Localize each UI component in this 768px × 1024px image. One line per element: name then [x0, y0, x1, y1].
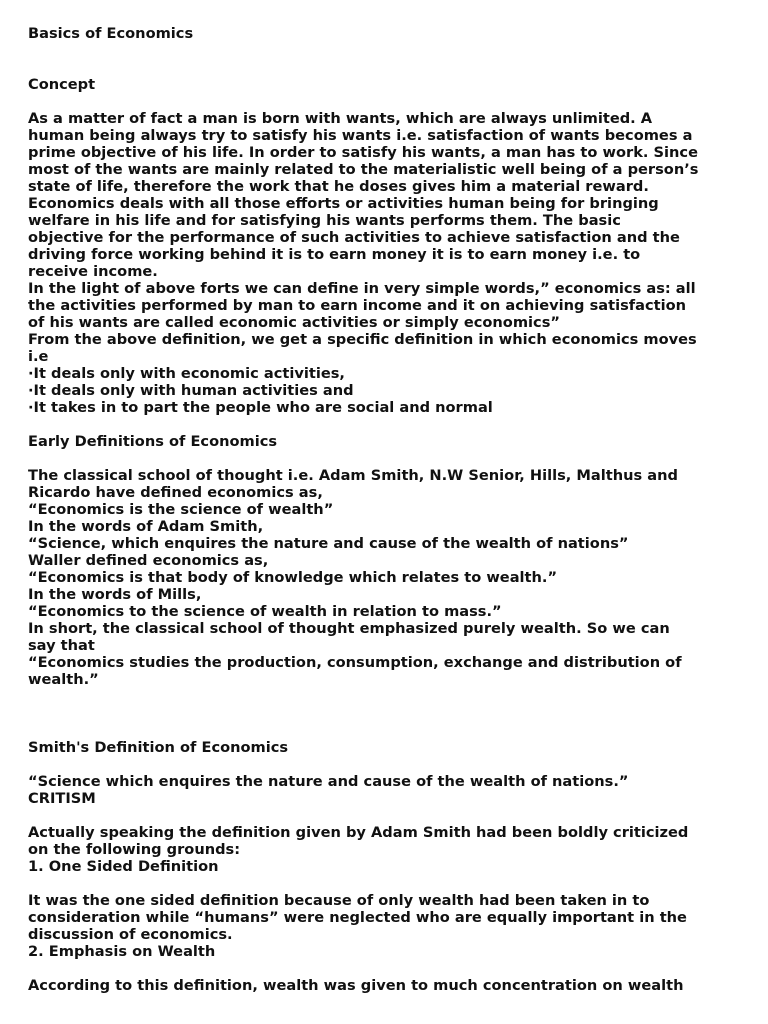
document-text-line: Early Definitions of Economics: [28, 433, 278, 450]
document-text-line: Basics of Economics: [28, 25, 194, 42]
document-text-line: ·It deals only with human activities and: [28, 382, 354, 399]
document-text-line: ·It deals only with economic activities,: [28, 365, 345, 382]
document-text-line: driving force working behind it is to earn money it is to earn money i.e. to: [28, 246, 641, 263]
document-text-line: It was the one sided definition because of only wealth had been taken in to: [28, 892, 650, 909]
blank-line: [28, 807, 744, 824]
document-text-line: Ricardo have defined economics as,: [28, 484, 323, 501]
blank-line: [28, 705, 744, 722]
document-text-line: prime objective of his life. In order to satisfy his wants, a man has to work. Since: [28, 144, 698, 161]
blank-line: [28, 42, 744, 59]
document-text-line: Economics deals with all those efforts or activities human being for bringing: [28, 195, 659, 212]
document-text-line: CRITISM: [28, 790, 96, 807]
document-text-line: “Economics to the science of wealth in relation to mass.”: [28, 603, 502, 620]
document-text-line: welfare in his life and for satisfying his wants performs them. The basic: [28, 212, 621, 229]
document-text-line: human being always try to satisfy his wants i.e. satisfaction of wants becomes a: [28, 127, 693, 144]
document-text-line: consideration while “humans” were neglected who are equally important in the: [28, 909, 687, 926]
document-text-line: Waller defined economics as,: [28, 552, 269, 569]
document-text-line: Smith's Definition of Economics: [28, 739, 289, 756]
document-text-line: “Science which enquires the nature and cause of the wealth of nations.”: [28, 773, 629, 790]
document-text-line: state of life, therefore the work that he doses gives him a material reward.: [28, 178, 649, 195]
document-text-line: most of the wants are mainly related to the materialistic well being of a person’s: [28, 161, 699, 178]
blank-line: [28, 875, 744, 892]
document-text-line: of his wants are called economic activities or simply economics”: [28, 314, 560, 331]
document-text-line: The classical school of thought i.e. Adam Smith, N.W Senior, Hills, Malthus and: [28, 467, 678, 484]
blank-line: [28, 688, 744, 705]
document-text-line: Actually speaking the definition given by Adam Smith had been boldly criticized: [28, 824, 689, 841]
document-text-line: the activities performed by man to earn income and it on achieving satisfaction: [28, 297, 687, 314]
blank-line: [28, 450, 744, 467]
document-text-line: i.e: [28, 348, 49, 365]
document-text-line: receive income.: [28, 263, 158, 280]
blank-line: [28, 960, 744, 977]
document-text-line: objective for the performance of such activities to achieve satisfaction and the: [28, 229, 680, 246]
document-text-line: “Economics is that body of knowledge which relates to wealth.”: [28, 569, 558, 586]
document-text-line: on the following grounds:: [28, 841, 241, 858]
document-text-line: 2. Emphasis on Wealth: [28, 943, 216, 960]
blank-line: [28, 722, 744, 739]
document-text-line: Concept: [28, 76, 96, 93]
blank-line: [28, 93, 744, 110]
document-text-line: say that: [28, 637, 95, 654]
blank-line: [28, 416, 744, 433]
document-text-line: 1. One Sided Definition: [28, 858, 219, 875]
blank-line: [28, 756, 744, 773]
document-text-line: From the above definition, we get a specific definition in which economics moves: [28, 331, 697, 348]
blank-line: [28, 59, 744, 76]
document-text-line: According to this definition, wealth was given to much concentration on wealth: [28, 977, 684, 994]
document-text-line: As a matter of fact a man is born with wants, which are always unlimited. A: [28, 110, 653, 127]
document-text-line: wealth.”: [28, 671, 99, 688]
document-text-line: In the words of Mills,: [28, 586, 202, 603]
document-text-line: “Economics is the science of wealth”: [28, 501, 334, 518]
document-text-line: “Economics studies the production, consumption, exchange and distribution of: [28, 654, 682, 671]
document-text-line: In the words of Adam Smith,: [28, 518, 264, 535]
document-text-line: “Science, which enquires the nature and cause of the wealth of nations”: [28, 535, 629, 552]
document-page: [28, 25, 744, 994]
document-text-line: In short, the classical school of thought emphasized purely wealth. So we can: [28, 620, 670, 637]
document-text-line: ·It takes in to part the people who are social and normal: [28, 399, 493, 416]
document-text-line: In the light of above forts we can define in very simple words,” economics as: all: [28, 280, 696, 297]
document-text-line: discussion of economics.: [28, 926, 233, 943]
